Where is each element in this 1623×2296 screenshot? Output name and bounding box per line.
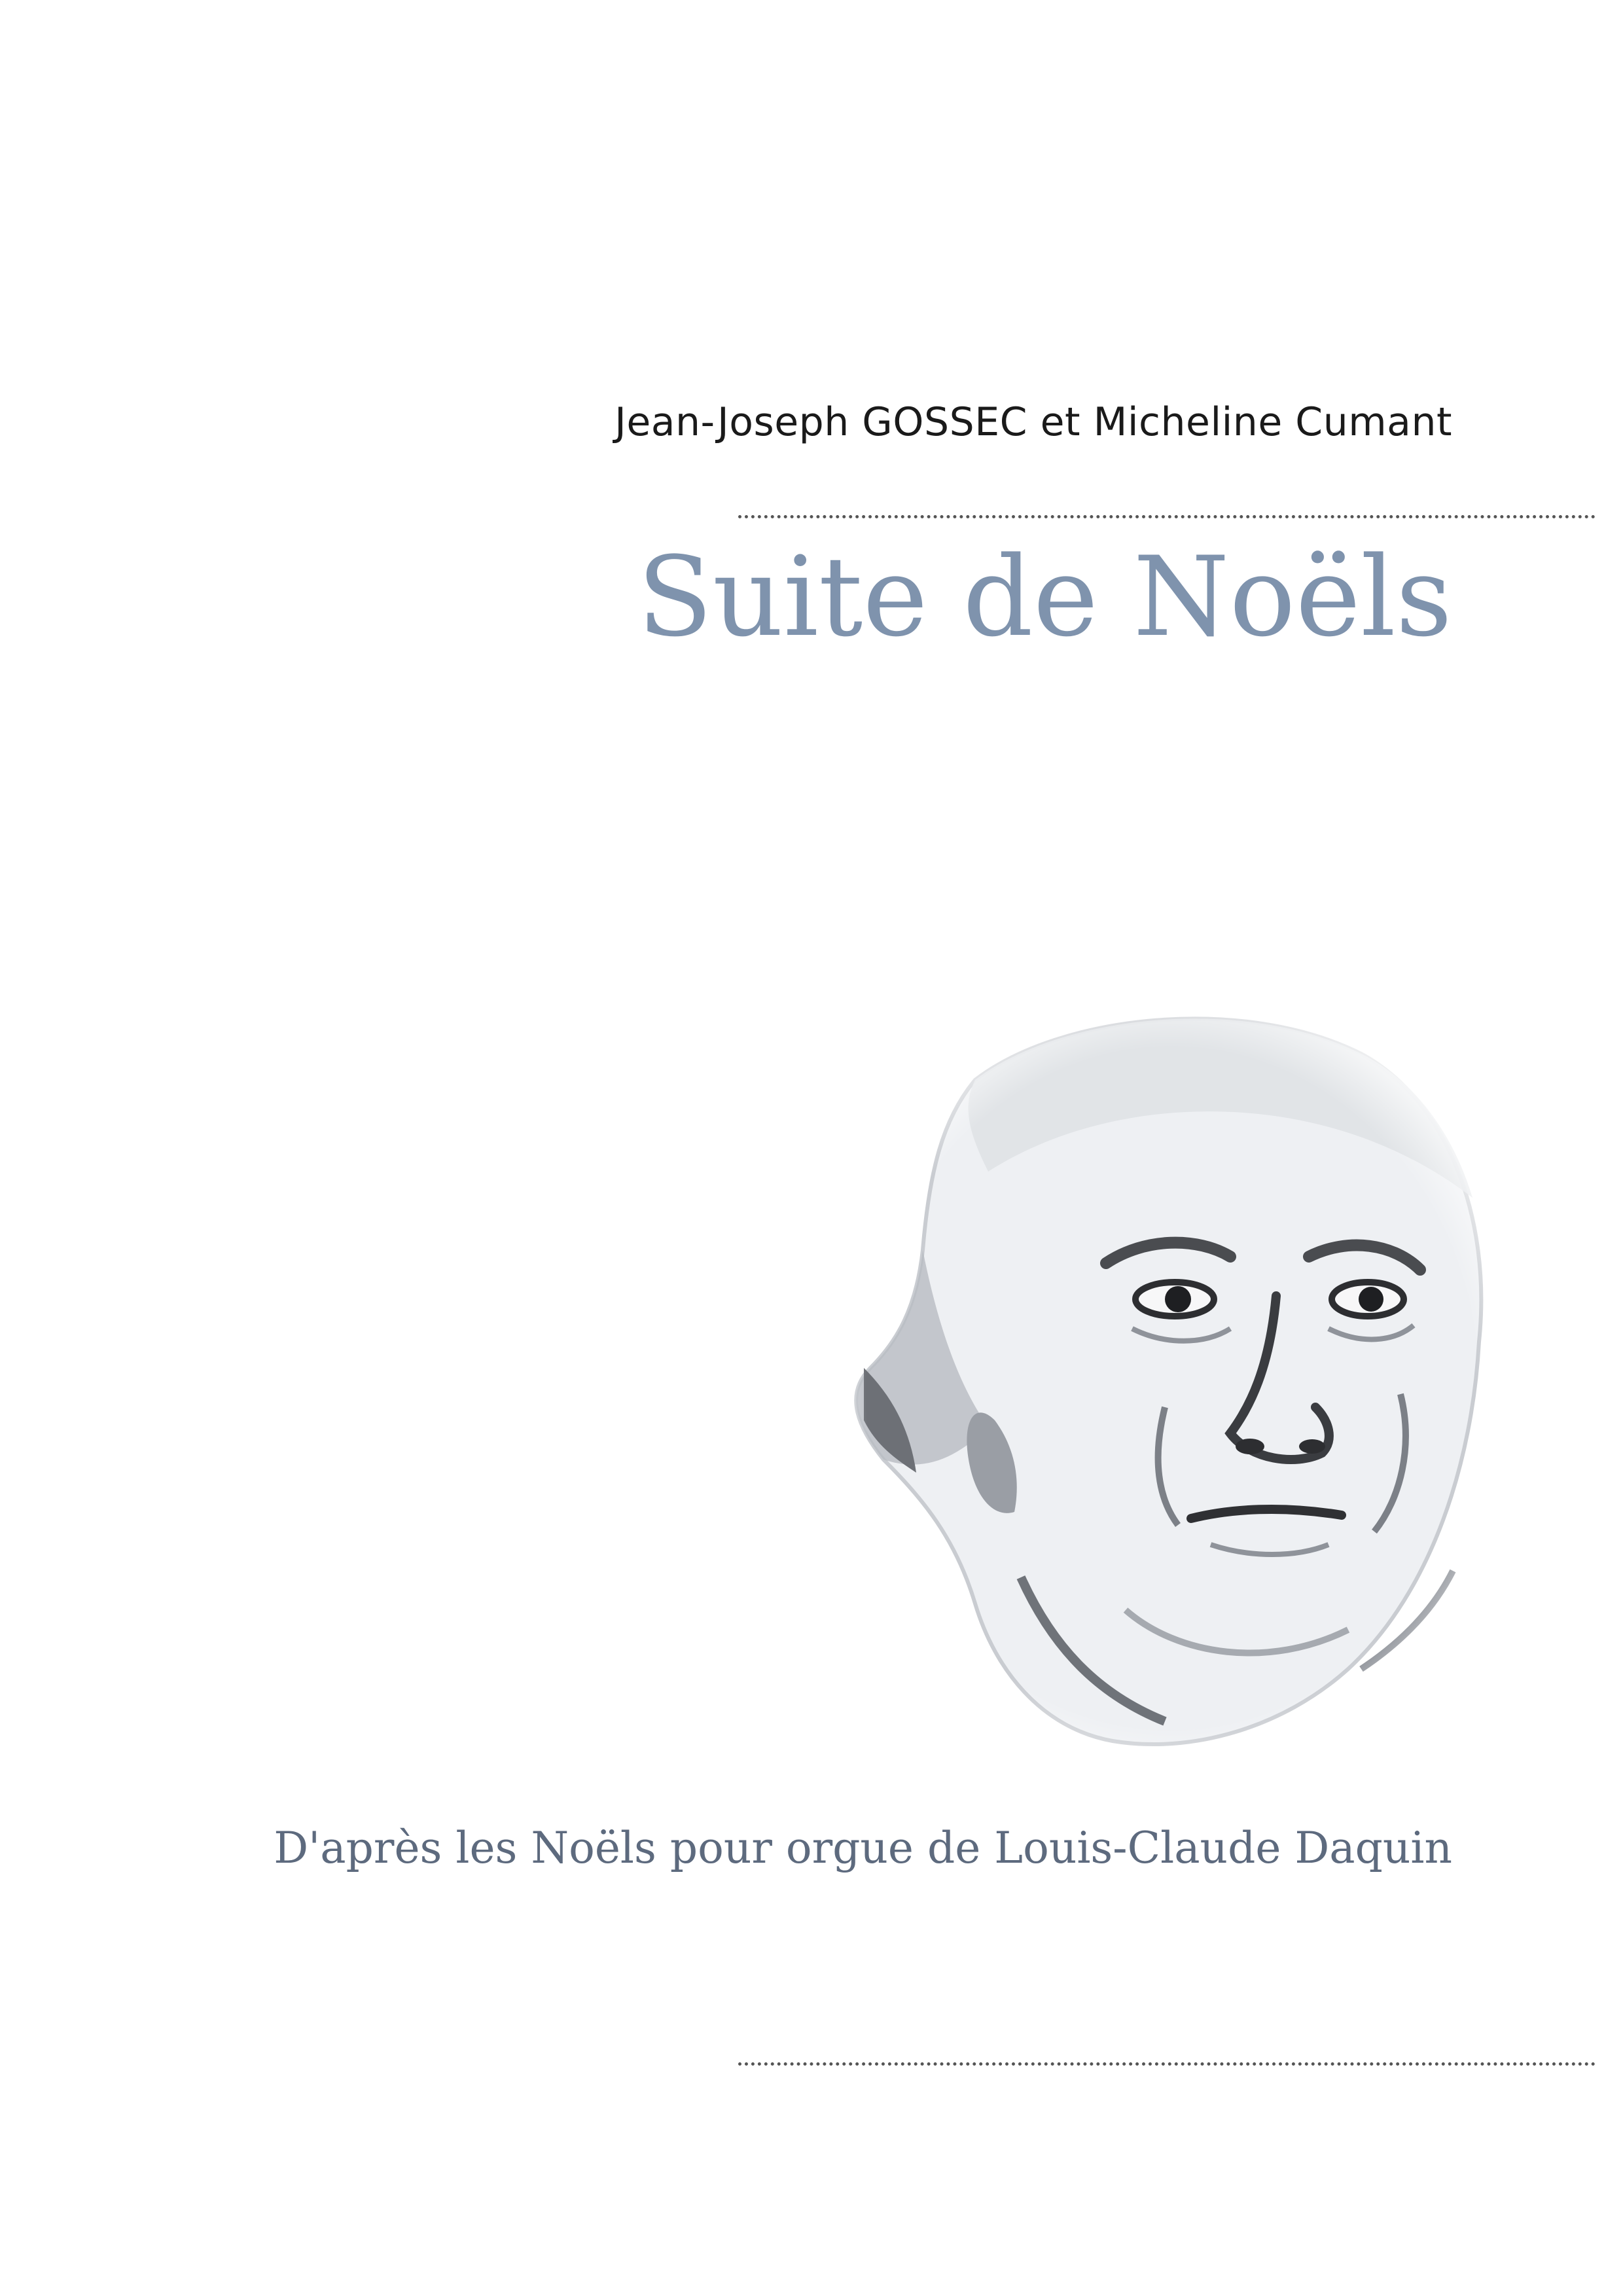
- book-subtitle: D'après les Noëls pour orgue de Louis-Claude Daquin: [274, 1823, 1452, 1873]
- top-dotted-rule: [738, 515, 1596, 518]
- book-title: Suite de Noëls: [637, 533, 1452, 661]
- authors-line: Jean-Joseph GOSSEC et Micheline Cumant: [615, 399, 1452, 445]
- portrait-image: [825, 1001, 1518, 1774]
- bottom-dotted-rule: [738, 2062, 1596, 2066]
